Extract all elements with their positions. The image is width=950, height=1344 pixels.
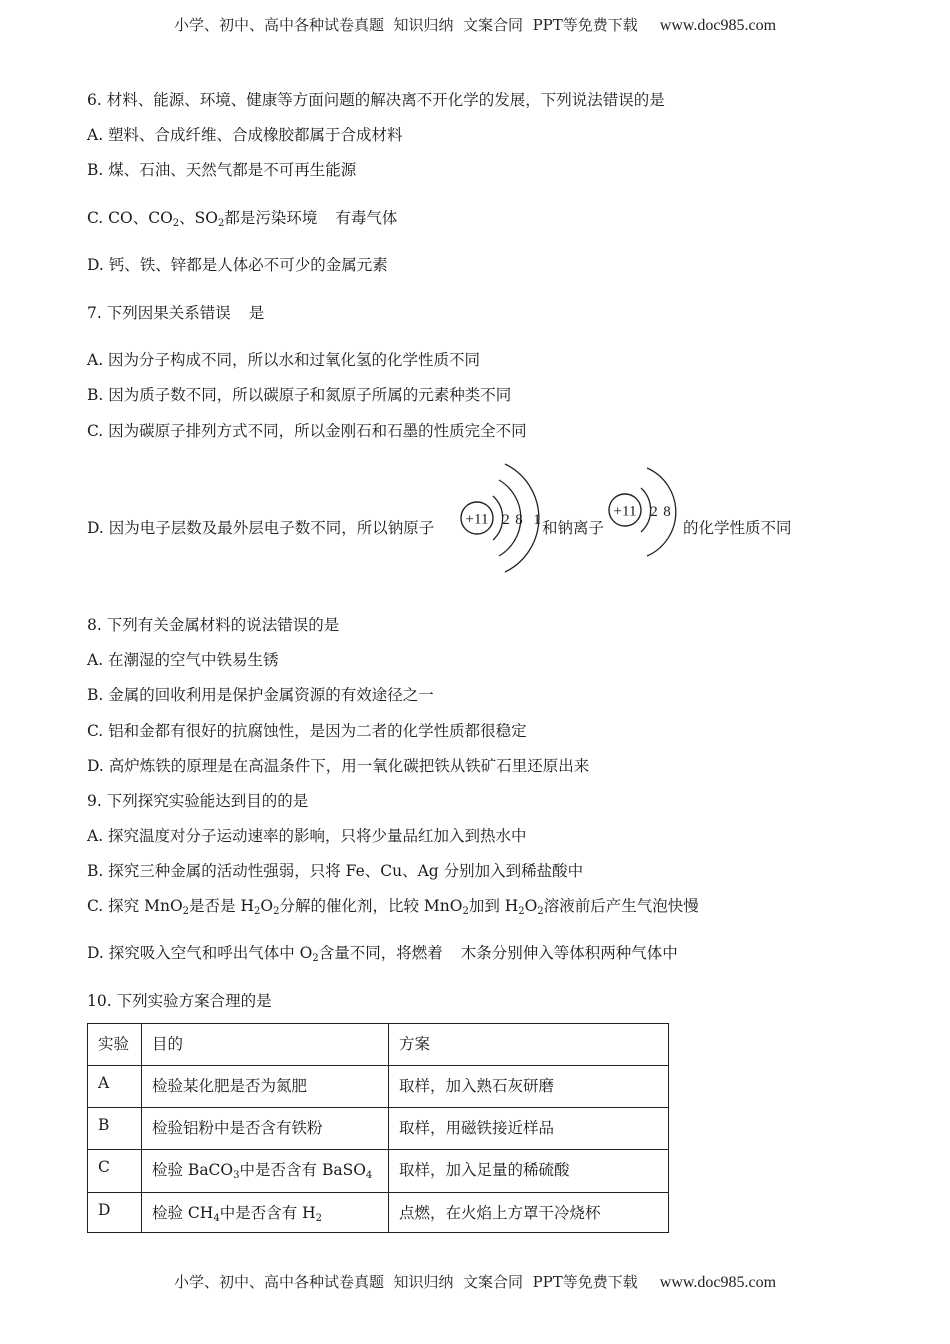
table-cell-plan: 取样，加入足量的稀硫酸 [389,1150,669,1193]
q9-option-a: A. 探究温度对分子运动速率的影响，只将少量品红加入到热水中 [87,827,527,845]
q10-stem: 10. 下列实验方案合理的是 [87,992,272,1010]
table-cell-id: C [88,1150,142,1193]
q6-option-c: C. CO、$CO_2$、$SO_2$都是污染环境 有毒气体 [87,209,398,229]
table-header-cell: 方案 [389,1024,669,1066]
sodium-atom-nucleus-label: +11 [465,511,489,528]
sodium-ion-diagram [603,460,683,560]
q9-option-b: B. 探究三种金属的活动性强弱，只将 Fe、Cu、Ag 分别加入到稀盐酸中 [87,862,584,880]
footer-text: 小学、初中、高中各种试卷真题 知识归纳 文案合同 PPT等免费下载 [173,1273,638,1291]
table-cell-goal: 检验某化肥是否为氮肥 [142,1066,389,1108]
q7-option-d-part1: D. 因为电子层数及最外层电子数不同，所以钠原子 [87,519,435,537]
table-row [88,1066,669,1108]
table-cell-plan: 取样，用磁铁接近样品 [389,1108,669,1150]
table-header-row [88,1024,669,1066]
q6-stem: 6. 材料、能源、环境、健康等方面问题的解决离不开化学的发展，下列说法错误的是 [87,91,665,109]
sodium-atom-diagram [455,460,550,578]
table-cell-goal: 检验 $CH_4$中是否含有 $H_2$ [142,1193,389,1233]
sodium-atom-shell-1 [493,496,503,540]
sodium-atom-shell-2-count: 8 [515,512,523,528]
q9-option-d: D. 探究吸入空气和呼出气体中 $O_2$含量不同，将燃着 木条分别伸入等体积两种气体中 [87,944,678,964]
table-cell-id: D [88,1193,142,1233]
sodium-atom-shell-1-count: 2 [502,512,510,528]
table-header-cell: 目的 [142,1024,389,1066]
experiment-plan-table [87,1023,669,1233]
q9-option-c: C. 探究 MnO$_2$是否是 $H_2O_2$分解的催化剂，比较 MnO$_2$加到 $H_2O_2$溶液前后产生气泡快慢 [87,897,699,917]
q6-option-b: B. 煤、石油、天然气都是不可再生能源 [87,161,357,179]
table-header-cell: 实验 [88,1024,142,1066]
table-cell-goal: 检验 BaCO$_3$中是否含有 BaSO$_4$ [142,1150,389,1193]
page-header [0,14,950,35]
q8-option-a: A. 在潮湿的空气中铁易生锈 [87,651,279,669]
footer-site-link[interactable]: www.doc985.com [659,1274,777,1291]
table-row [88,1108,669,1150]
table-cell-id: B [88,1108,142,1150]
table-cell-goal: 检验铝粉中是否含有铁粉 [142,1108,389,1150]
sodium-ion-shell-2-count: 8 [663,504,671,520]
sodium-ion-shell-1 [641,488,651,532]
q7-option-d-part3: 的化学性质不同 [683,519,792,537]
q7-option-a: A. 因为分子构成不同，所以水和过氧化氢的化学性质不同 [87,351,481,369]
q7-option-c: C. 因为碳原子排列方式不同，所以金刚石和石墨的性质完全不同 [87,422,527,440]
sodium-atom-shell-3-count: 1 [533,512,541,528]
q8-option-c: C. 铝和金都有很好的抗腐蚀性，是因为二者的化学性质都很稳定 [87,722,527,740]
sodium-ion-shell-1-count: 2 [650,504,658,520]
header-text: 小学、初中、高中各种试卷真题 知识归纳 文案合同 PPT等免费下载 [173,16,638,34]
table-cell-plan: 取样，加入熟石灰研磨 [389,1066,669,1108]
header-site-link[interactable]: www.doc985.com [659,17,777,34]
q8-option-b: B. 金属的回收利用是保护金属资源的有效途径之一 [87,686,434,704]
q8-stem: 8. 下列有关金属材料的说法错误的是 [87,616,340,634]
q7-stem: 7. 下列因果关系错误 是 [87,304,265,322]
q6-option-a: A. 塑料、合成纤维、合成橡胶都属于合成材料 [87,126,403,144]
q7-option-d-part2: 和钠离子 [542,519,605,537]
page-footer [0,1271,950,1292]
table-cell-plan: 点燃，在火焰上方罩干冷烧杯 [389,1193,669,1233]
q6-option-d: D. 钙、铁、锌都是人体必不可少的金属元素 [87,256,388,274]
q9-stem: 9. 下列探究实验能达到目的的是 [87,792,309,810]
q7-option-b: B. 因为质子数不同，所以碳原子和氮原子所属的元素种类不同 [87,386,512,404]
table-row [88,1150,669,1193]
table-cell-id: A [88,1066,142,1108]
q8-option-d: D. 高炉炼铁的原理是在高温条件下，用一氧化碳把铁从铁矿石里还原出来 [87,757,590,775]
table-row [88,1193,669,1233]
sodium-ion-nucleus-label: +11 [613,503,637,520]
